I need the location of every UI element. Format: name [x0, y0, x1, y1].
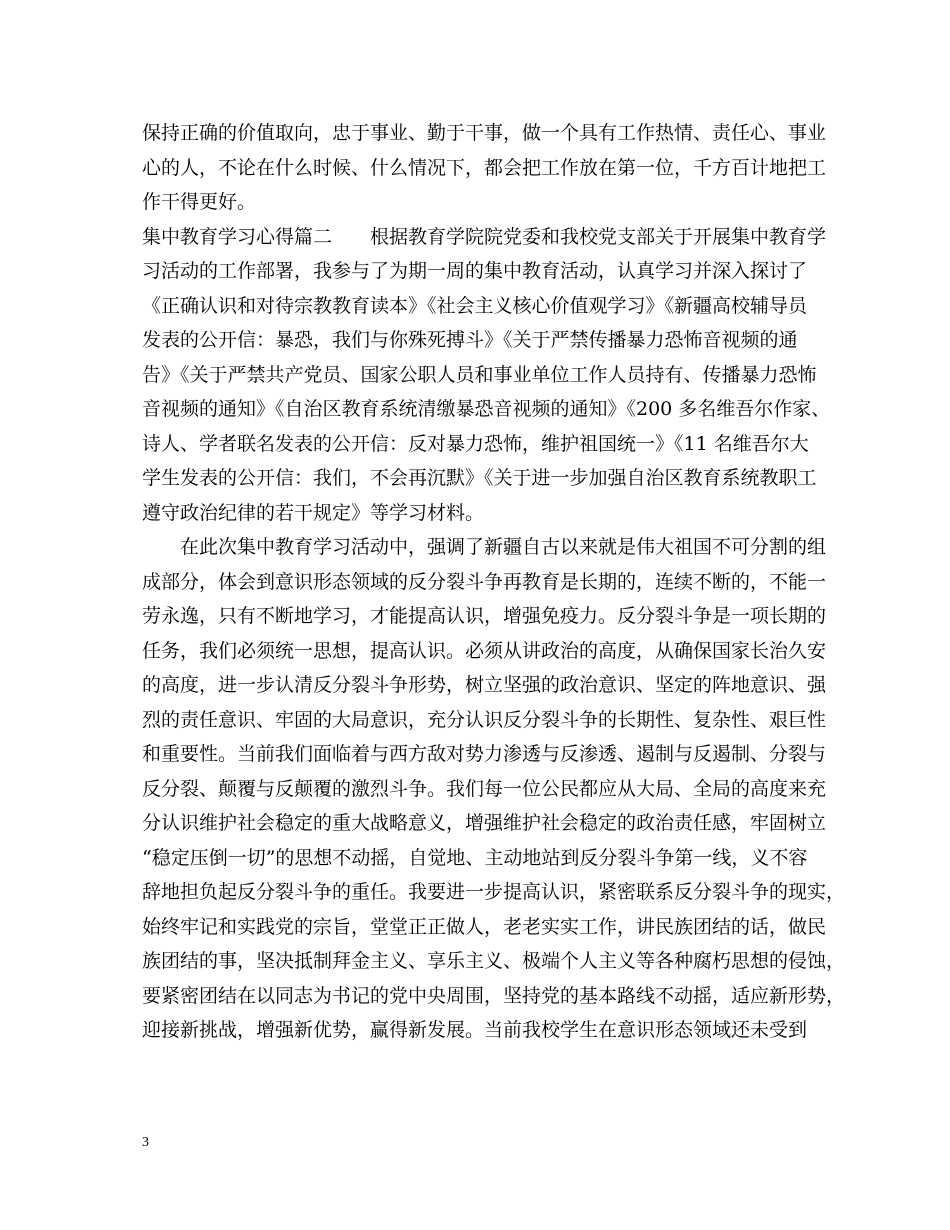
text-line: “稳定压倒一切”的思想不动摇，自觉地、主动地站到反分裂斗争第一线，义不容: [142, 846, 808, 869]
paragraph-start-line: 在此次集中教育学习活动中，强调了新疆自古以来就是伟大祖国不可分割的组: [142, 536, 827, 558]
text-line: 音视频的通知》《自治区教育系统清缴暴恐音视频的通知》《200 多名维吾尔作家、: [142, 398, 831, 420]
text-line: 《正确认识和对待宗教教育读本》《社会主义核心价值观学习》《新疆高校辅导员: [142, 294, 808, 317]
text-line: 分认识维护社会稳定的重大战略意义，增强维护社会稳定的政治责任感，牢固树立: [142, 812, 827, 834]
text-line: 任务，我们必须统一思想，提高认识。必须从讲政治的高度，从确保国家长治久安: [142, 639, 827, 662]
text-line: 辞地担负起反分裂斗争的重任。我要进一步提高认识，紧密联系反分裂斗争的现实，: [142, 881, 846, 903]
text-line: 心的人，不论在什么时候、什么情况下，都会把工作放在第一位，千方百计地把工: [142, 156, 827, 179]
text-line: 学生发表的公开信：我们，不会再沉默》《关于进一步加强自治区教育系统教职工: [142, 467, 817, 489]
text-line: 遵守政治纪律的若干规定》等学习材料。: [142, 501, 485, 524]
text-line: 反分裂、颠覆与反颠覆的激烈斗争。我们每一位公民都应从大局、全局的高度来充: [142, 777, 827, 800]
text-line: 劳永逸，只有不断地学习，才能提高认识，增强免疫力。反分裂斗争是一项长期的: [142, 605, 827, 627]
text-line: 的高度，进一步认清反分裂斗争形势，树立坚强的政治意识、坚定的阵地意识、强: [142, 674, 827, 696]
text-line: 和重要性。当前我们面临着与西方敌对势力渗透与反渗透、遏制与反遏制、分裂与: [142, 743, 827, 765]
text-line: 要紧密团结在以同志为书记的党中央周围，坚持党的基本路线不动摇，适应新形势，: [142, 984, 846, 1007]
page-number: 3: [142, 1135, 149, 1150]
text-line: 成部分，体会到意识形态领域的反分裂斗争再教育是长期的，连续不断的，不能一: [142, 570, 827, 593]
text-line: 诗人、学者联名发表的公开信：反对暴力恐怖，维护祖国统一》《11 名维吾尔大: [142, 432, 809, 455]
text-line: 发表的公开信：暴恐，我们与你殊死搏斗》《关于严禁传播暴力恐怖音视频的通: [142, 329, 798, 351]
text-line: 烈的责任意识、牢固的大局意识，充分认识反分裂斗争的长期性、复杂性、艰巨性: [142, 708, 827, 731]
text-line: 保持正确的价值取向，忠于事业、勤于干事，做一个具有工作热情、责任心、事业: [142, 122, 827, 144]
body-text: [142, 116, 846, 1048]
text-line: 作干得更好。: [142, 191, 257, 213]
text-line: 族团结的事，坚决抵制拜金主义、享乐主义、极端个人主义等各种腐朽思想的侵蚀，: [142, 950, 846, 972]
text-line: 告》《关于严禁共产党员、国家公职人员和事业单位工作人员持有、传播暴力恐怖: [142, 363, 817, 386]
text-line: 迎接新挑战，增强新优势，赢得新发展。当前我校学生在意识形态领域还未受到: [142, 1019, 808, 1041]
text-line: 始终牢记和实践党的宗旨，堂堂正正做人，老老实实工作，讲民族团结的话，做民: [142, 915, 827, 938]
section-heading-line: 集中教育学习心得篇二 根据教育学院院党委和我校党支部关于开展集中教育学: [142, 225, 827, 248]
text-line: 习活动的工作部署，我参与了为期一周的集中教育活动，认真学习并深入探讨了: [142, 260, 808, 282]
